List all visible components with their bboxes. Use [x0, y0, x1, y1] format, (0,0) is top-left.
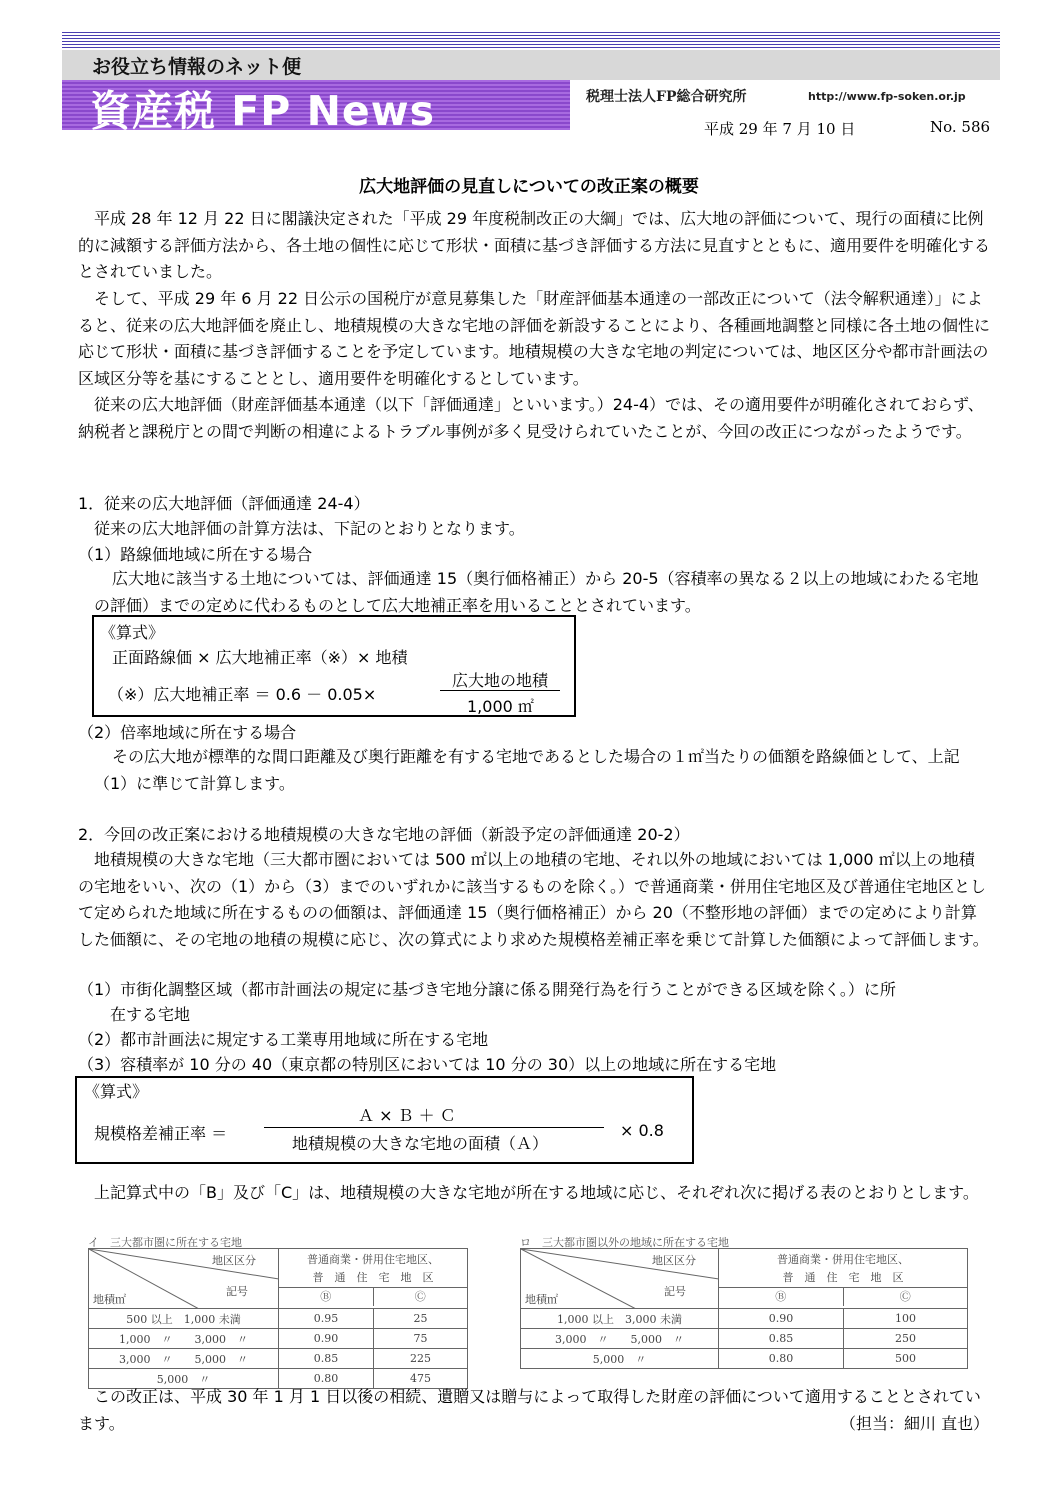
issue-number: No. 586: [930, 118, 991, 136]
formula1-line1: 正面路線価 × 広大地補正率（※）× 地積: [112, 648, 408, 667]
firm-name: 税理士法人FP総合研究所: [586, 89, 747, 105]
table-i-c: 75: [374, 1329, 468, 1349]
table-row: [89, 1349, 468, 1369]
table-i-b: 0.85: [279, 1349, 374, 1369]
table-i-col-b: Ⓑ: [279, 1288, 374, 1306]
firm-url[interactable]: http://www.fp-soken.or.jp: [808, 90, 966, 103]
article-title: 広大地評価の見直しについての改正案の概要: [359, 177, 699, 197]
table-ro-caption: ロ 三大都市圏以外の地域に所在する宅地: [520, 1236, 729, 1249]
table-i-range: 500 以上 1,000 未満: [89, 1309, 279, 1329]
formula2-fraction-bar: [264, 1127, 604, 1128]
table-i-corner: [89, 1249, 279, 1309]
table-ro-c: 500: [844, 1349, 968, 1369]
closing-paragraph: この改正は、平成 30 年 1 月 1 日以後の相続、遺贈又は贈与によって取得した財産の評価について適用することとされています。: [78, 1387, 981, 1433]
section1-lead: 従来の広大地評価の計算方法は、下記のとおりとなります。: [94, 519, 525, 538]
section2-item1: （1）市街化調整区域（都市計画法の規定に基づき宅地分譲に係る開発行為を行うことができる区域を除く。）に所: [78, 980, 896, 999]
table-row: [89, 1309, 468, 1329]
formula1-numerator: 広大地の地積: [452, 671, 549, 690]
formula2-left: 規模格差補正率 ＝: [94, 1124, 228, 1143]
table-i-corner-bottom: 地積㎡: [93, 1293, 126, 1306]
table-ro-range: 5,000 〃: [521, 1349, 719, 1369]
table-ro-range: 3,000 〃 5,000 〃: [521, 1329, 719, 1349]
table-ro-corner-bottom: 地積㎡: [525, 1293, 558, 1306]
table-i-b: 0.90: [279, 1329, 374, 1349]
table-i-b: 0.95: [279, 1309, 374, 1329]
table-row: [521, 1349, 968, 1369]
intro-paragraph-2: そして、平成 29 年 6 月 22 日公示の国税庁が意見募集した「財産評価基本通達の一部改正について（法令解釈通達）」によると、従来の広大地評価を廃止し、地積規模の大きな宅地の評価を新設することにより、各種画地調整と同様に各土地の個性に応じて形状・面積に基づき評価することを予定しています。地積規模の大きな宅地の判定については、地区区分や都市計画法の区域区分等を基にすることとし、適用要件を明確化するとしています。: [78, 289, 991, 388]
table-i-range: 3,000 〃 5,000 〃: [89, 1349, 279, 1369]
section2-item2: （2）都市計画法に規定する工業専用地域に所在する宅地: [78, 1030, 489, 1049]
table-i-group-line1: 普通商業・併用住宅地区、: [307, 1253, 439, 1266]
formula2-numerator: Ａ × Ｂ ＋ Ｃ: [358, 1106, 456, 1125]
table-ro-corner: [521, 1249, 719, 1309]
table-i-col-c: Ⓒ: [414, 1290, 426, 1303]
table-i: [88, 1248, 468, 1389]
table-ro-group-line2: 普 通 住 宅 地 区: [782, 1271, 904, 1284]
formula2-label: 《算式》: [84, 1082, 149, 1101]
table-row: [521, 1329, 968, 1349]
table-ro-c: 100: [844, 1309, 968, 1329]
table-i-b: 0.80: [279, 1369, 374, 1389]
table-i-range: 5,000 〃: [89, 1369, 279, 1389]
table-ro-col-b: Ⓑ: [719, 1288, 844, 1306]
table-ro: [520, 1248, 968, 1369]
formula1-fraction-bar: [440, 690, 560, 691]
formula1-label: 《算式》: [100, 623, 165, 642]
table-ro-group-line1: 普通商業・併用住宅地区、: [777, 1253, 909, 1266]
section2-heading: 2．今回の改正案における地積規模の大きな宅地の評価（新設予定の評価通達 20-2）: [78, 825, 690, 844]
section1-sub2-text: その広大地が標準的な間口距離及び奥行距離を有する宅地であるとした場合の１㎡当たりの価額を路線価として、上記（1）に準じて計算します。: [94, 747, 960, 793]
section1-sub2-heading: （2）倍率地域に所在する場合: [78, 723, 297, 742]
table-row: [89, 1329, 468, 1349]
issue-date: 平成 29 年 7 月 10 日: [704, 120, 856, 138]
section2-text: 地積規模の大きな宅地（三大都市圏においては 500 ㎡以上の地積の宅地、それ以外の地域においては 1,000 ㎡以上の地積の宅地をいい、次の（1）から（3）までのいずれかに該当するものを除く。）で普通商業・併用住宅地区及び普通住宅地区として定められた地域に所在するものの価額は、評価通達 15（奥行価格補正）から 20（不整形地の評価）までの定めにより計算した価額に、その宅地の地積の規模に応じ、次の算式により求めた規模格差補正率を乗じて計算した価額によって評価します。: [78, 850, 989, 949]
formula2-right: × 0.8: [620, 1121, 664, 1140]
table-i-range: 1,000 〃 3,000 〃: [89, 1329, 279, 1349]
author-credit: （担当：細川 直也）: [840, 1414, 990, 1433]
formula1-line2: （※）広大地補正率 ＝ 0.6 － 0.05×: [108, 685, 377, 704]
table-ro-c: 250: [844, 1329, 968, 1349]
table-ro-corner-top: 地区区分: [652, 1254, 696, 1267]
table-ro-col-c: Ⓒ: [899, 1290, 911, 1303]
section1-heading: 1．従来の広大地評価（評価通達 24-4）: [78, 494, 370, 513]
table-ro-corner-mid: 記号: [664, 1285, 686, 1298]
table-i-c: 475: [374, 1369, 468, 1389]
table-ro-range: 1,000 以上 3,000 未満: [521, 1309, 719, 1329]
table-ro-b: 0.85: [719, 1329, 844, 1349]
table-i-corner-top: 地区区分: [212, 1254, 256, 1267]
table-i-caption: イ 三大都市圏に所在する宅地: [88, 1236, 242, 1249]
table-i-group-line2: 普 通 住 宅 地 区: [312, 1271, 434, 1284]
section2-after-text: 上記算式中の「B」及び「C」は、地積規模の大きな宅地が所在する地域に応じ、それぞれ次に掲げる表のとおりとします。: [94, 1183, 979, 1202]
header-stripes: [62, 32, 1000, 50]
table-ro-b: 0.80: [719, 1349, 844, 1369]
tagline: お役立ち情報のネット便: [92, 56, 302, 78]
section2-item1-cont: 在する宅地: [110, 1005, 191, 1024]
table-i-c: 25: [374, 1309, 468, 1329]
table-ro-b: 0.90: [719, 1309, 844, 1329]
formula2-denominator: 地積規模の大きな宅地の面積（Ａ）: [292, 1134, 549, 1153]
section1-sub1-heading: （1）路線価地域に所在する場合: [78, 545, 313, 564]
table-row: [521, 1309, 968, 1329]
intro-paragraph-1: 平成 28 年 12 月 22 日に閣議決定された「平成 29 年度税制改正の大綱」では、広大地の評価について、現行の面積に比例的に減額する評価方法から、各土地の個性に応じて形状・面積に基づき評価する方法に見直すとともに、適用要件を明確化するとされていました。: [78, 209, 991, 281]
section2-item3: （3）容積率が 10 分の 40（東京都の特別区においては 10 分の 30）以上の地域に所在する宅地: [78, 1055, 777, 1074]
section1-sub1-text: 広大地に該当する土地については、評価通達 15（奥行価格補正）から 20-5（容積率の異なる２以上の地域にわたる宅地の評価）までの定めに代わるものとして広大地補正率を用いることとされています。: [94, 569, 979, 615]
masthead-title: 資産税 FP News: [90, 87, 436, 135]
intro-paragraph-3: 従来の広大地評価（財産評価基本通達（以下「評価通達」といいます。）24-4）では、その適用要件が明確化されておらず、納税者と課税庁との間で判断の相違によるトラブル事例が多く見受けられていたことが、今回の改正につながったようです。: [78, 395, 984, 441]
table-i-corner-mid: 記号: [226, 1285, 248, 1298]
formula1-denominator: 1,000 ㎡: [467, 697, 534, 716]
table-i-c: 225: [374, 1349, 468, 1369]
